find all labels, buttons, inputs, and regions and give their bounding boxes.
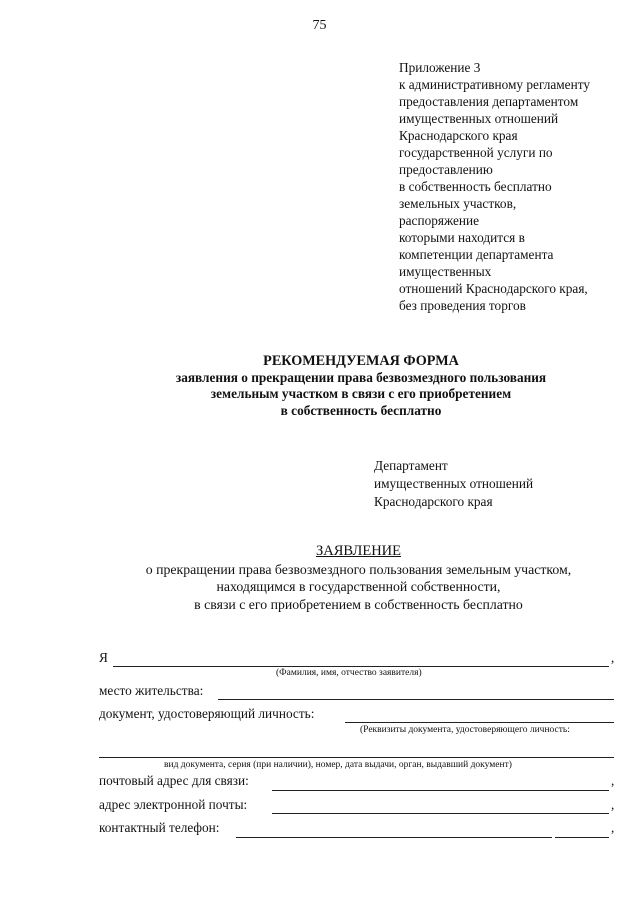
recommended-form-line: в собственность бесплатно [280,402,442,418]
appendix-line: имущественных [399,264,492,279]
recommended-form-line: земельным участком в связи с его приобретением [210,386,512,401]
appendix-line: распоряжение [399,213,480,228]
appendix-line: Приложение 3 [399,60,481,75]
statement-line: о прекращении права безвозмездного пользования земельным участком, [145,561,572,577]
appendix-line: которыми находится в [399,230,525,245]
residence-field[interactable] [218,699,614,700]
id-document-details-field[interactable] [99,757,614,758]
appendix-line: компетенции департамента [399,247,554,262]
applicant-label: Я [99,650,108,665]
postal-address-field[interactable] [272,790,609,791]
addressee-block [374,457,533,511]
appendix-line: предоставления департаментом [399,94,579,109]
residence-label: место жительства: [99,683,204,698]
appendix-line: отношений Краснодарского края, [399,281,588,296]
id-document-field[interactable] [345,722,614,723]
applicant-name-hint: (Фамилия, имя, отчество заявителя) [276,668,422,678]
statement-title [0,543,639,613]
appendix-line: земельных участков, [399,196,517,211]
recommended-form-line: заявления о прекращении права безвозмездного пользования [175,369,547,385]
appendix-line: в собственность бесплатно [399,179,552,194]
phone-field[interactable] [236,837,552,838]
email-label: адрес электронной почты: [99,797,248,812]
appendix-line: Краснодарского края [399,128,518,143]
postal-address-label: почтовый адрес для связи: [99,773,249,788]
email-field[interactable] [272,813,609,814]
addressee-line: имущественных отношений [374,476,534,491]
appendix-line: к административному регламенту [399,77,590,92]
appendix-line: предоставлению [399,162,493,177]
addressee-line: Краснодарского края [374,494,493,509]
statement-line: в связи с его приобретением в собственность бесплатно [194,596,523,612]
phone-field-extra[interactable] [555,837,609,838]
appendix-block [399,59,635,314]
statement-line: находящимся в государственной собственности, [216,579,501,594]
phone-label: контактный телефон: [99,820,220,835]
applicant-name-field[interactable] [113,666,609,667]
id-document-label: документ, удостоверяющий личность: [99,706,315,721]
recommended-form-heading: РЕКОМЕНДУЕМАЯ ФОРМА [263,353,459,369]
appendix-line: без проведения торгов [399,298,526,313]
id-document-hint: (Реквизиты документа, удостоверяющего личность: [360,725,570,735]
appendix-line: государственной услуги по [399,145,553,160]
addressee-line: Департамент [374,458,448,473]
statement-heading: ЗАЯВЛЕНИЕ [315,543,402,559]
comma: , [611,650,615,665]
comma: , [611,820,615,835]
page-number: 75 [312,18,327,33]
recommended-form-title [0,353,639,419]
id-document-details-hint: вид документа, серия (при наличии), номер, дата выдачи, орган, выдавший документ) [164,760,512,770]
appendix-line: имущественных отношений [399,111,559,126]
comma: , [611,797,615,812]
comma: , [611,773,615,788]
